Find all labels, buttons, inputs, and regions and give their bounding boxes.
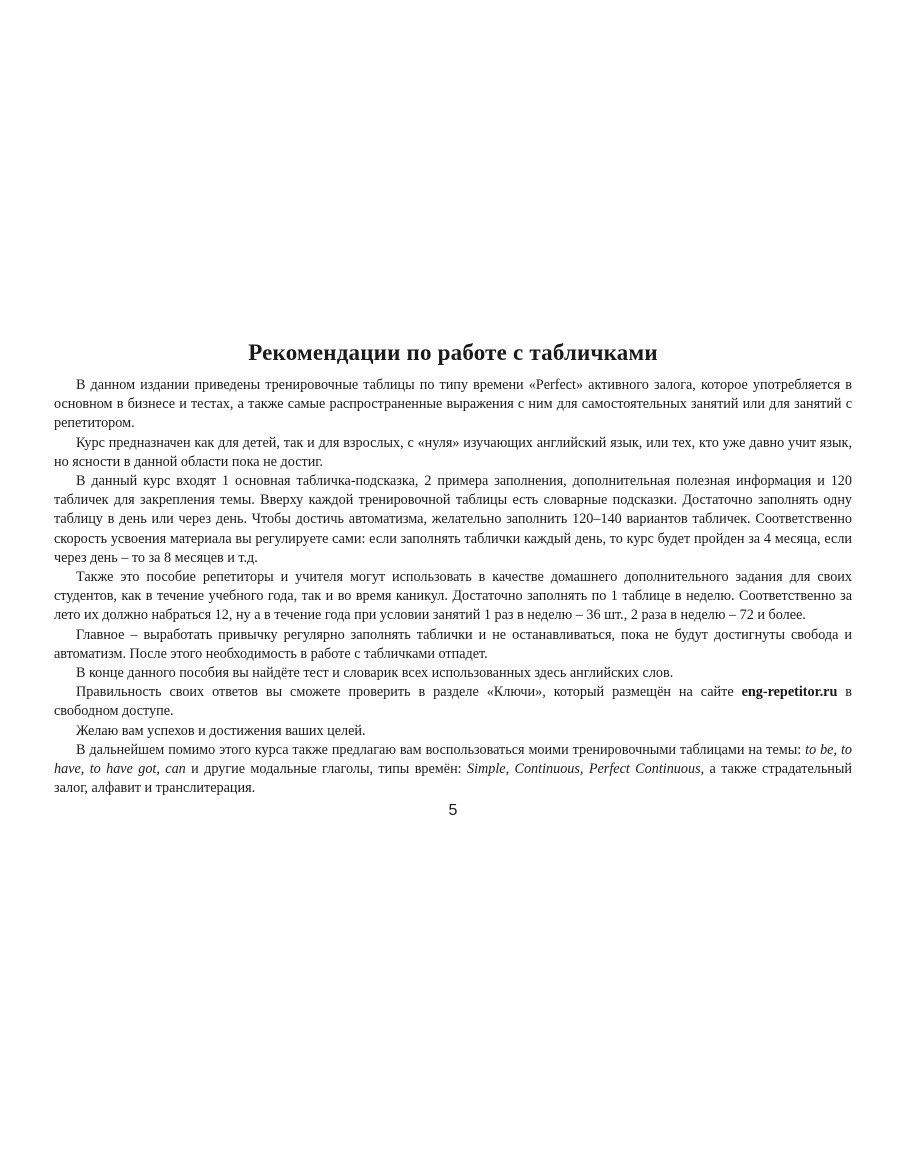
paragraph-test-dictionary: В конце данного пособия вы найдёте тест и словарик всех использованных здесь английских слов. xyxy=(76,665,674,682)
other-courses-text-2: и другие модальные глаголы, типы времён: xyxy=(185,761,467,778)
page-title: Рекомендации по работе с табличками xyxy=(248,340,658,365)
other-courses-text-1: В дальнейшем помимо этого курса также предлагаю вам воспользоваться моими тренировочными таблицами на темы: xyxy=(76,741,806,758)
other-courses-topics-verbs: to be, to have, to have got, can xyxy=(54,741,852,778)
paragraph-tutors: Также это пособие репетиторы и учителя могут использовать в качестве домашнего дополнительного задания для своих студентов, как в течение учебного года, так и во время каникул. Достаточно заполнять по 1 таблице в неделю. Соответственно за лето их должно набраться 12, ну а в течение года при условии занятий 1 раз в неделю – 36 шт., 2 раза в неделю – 72 и более. xyxy=(54,569,852,624)
paragraph-course-contents: В данный курс входят 1 основная табличка-подсказка, 2 примера заполнения, дополнительная полезная информация и 120 табличек для закрепления темы. Вверху каждой тренировочной таблицы есть словарные подсказки. Достаточно заполнять одну таблицу в день или через день. Чтобы достичь автоматизма, желательно заполнить 120–140 вариантов табличек. Соответственно скорость усвоения материала вы регулируете сами: если заполнять таблички каждый день, то курс будет пройден за 4 месяца, если через день – то за 8 месяцев и т.д. xyxy=(54,473,852,566)
paragraph-wishes: Желаю вам успехов и достижения ваших целей. xyxy=(76,722,366,739)
page-content xyxy=(54,340,852,820)
page-number: 5 xyxy=(448,802,458,820)
paragraph-intro: В данном издании приведены тренировочные таблицы по типу времени «Perfect» активного залога, которое употребляется в основном в бизнесе и тестах, а также самые распространенные выражения с ним для самостоятельных занятий или для занятий с репетитором. xyxy=(54,377,852,432)
paragraph-answer-keys xyxy=(54,683,852,721)
answer-keys-text-after: в свободном доступе. xyxy=(54,684,853,720)
answer-keys-text-before: Правильность своих ответов вы сможете проверить в разделе «Ключи», который размещён на сайте xyxy=(76,684,742,701)
other-courses-topics-tenses: Simple, Continuous, Perfect Continuous xyxy=(466,761,701,778)
paragraph-habit: Главное – выработать привычку регулярно заполнять таблички и не останавливаться, пока не будут достигнуты свобода и автоматизм. После этого необходимость в работе с табличками отпадет. xyxy=(54,626,852,662)
website-link[interactable]: eng-repetitor.ru xyxy=(741,684,838,701)
paragraph-audience: Курс предназначен как для детей, так и для взрослых, с «нуля» изучающих английский язык, или тех, кто уже давно учит язык, но ясности в данной области пока не достиг. xyxy=(54,434,852,470)
paragraph-other-courses xyxy=(54,741,852,799)
other-courses-text-3: , а также страдательный залог, алфавит и транслитерация. xyxy=(54,761,853,797)
